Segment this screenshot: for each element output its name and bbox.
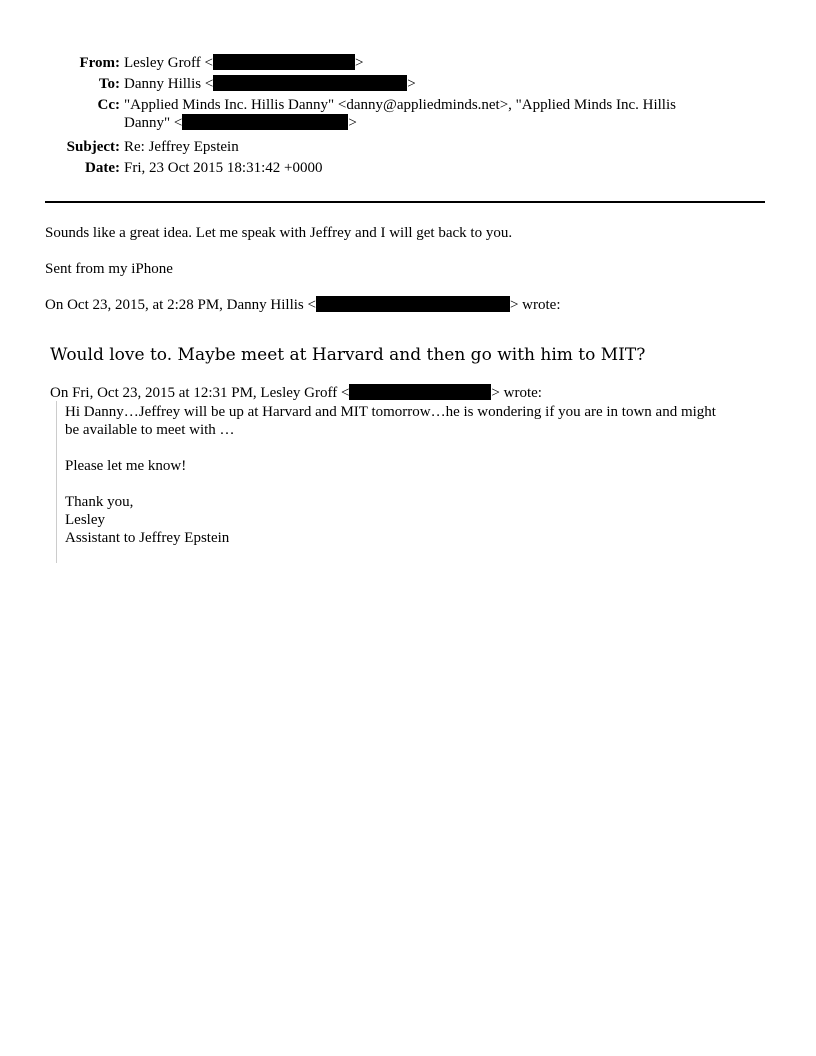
attribution-2-text: On Fri, Oct 23, 2015 at 12:31 PM, Lesley Groff < bbox=[50, 385, 350, 401]
redacted-email bbox=[349, 384, 491, 400]
body-line-1: Sounds like a great idea. Let me speak with Jeffrey and I will get back to you. bbox=[45, 225, 513, 241]
attribution-2-tail: > wrote: bbox=[491, 385, 542, 401]
redacted-email bbox=[316, 296, 510, 312]
attribution-1-text: On Oct 23, 2015, at 2:28 PM, Danny Hillis < bbox=[45, 297, 316, 313]
quote-line-5: Lesley bbox=[65, 512, 105, 528]
subject-label: Subject: bbox=[66, 139, 120, 155]
to-label: To: bbox=[98, 76, 120, 92]
attribution-2 bbox=[50, 384, 542, 402]
redacted-email bbox=[213, 54, 355, 70]
email-header bbox=[0, 54, 816, 180]
redacted-email bbox=[182, 114, 348, 130]
quote-line-6: Assistant to Jeffrey Epstein bbox=[65, 530, 230, 546]
redacted-email bbox=[213, 75, 407, 91]
cc-row bbox=[0, 96, 816, 138]
quote-line-3: Please let me know! bbox=[65, 458, 187, 474]
from-tail: > bbox=[355, 55, 364, 71]
from-value bbox=[124, 54, 724, 72]
attribution-1-tail: > wrote: bbox=[509, 297, 561, 313]
to-row bbox=[0, 75, 816, 96]
quote-line-1: Hi Danny…Jeffrey will be up at Harvard and MIT tomorrow…he is wondering if you are in town and might bbox=[65, 404, 716, 420]
to-name: Danny Hillis < bbox=[124, 76, 214, 92]
subject-row bbox=[0, 138, 816, 159]
to-tail: > bbox=[407, 76, 416, 92]
header-divider bbox=[45, 201, 765, 203]
cc-tail: > bbox=[348, 115, 357, 131]
date-row bbox=[0, 159, 816, 180]
from-label: From: bbox=[79, 55, 120, 71]
from-row bbox=[0, 54, 816, 75]
date-label: Date: bbox=[85, 160, 120, 176]
attribution-1 bbox=[45, 296, 775, 314]
body-signature: Sent from my iPhone bbox=[45, 261, 173, 277]
from-name: Lesley Groff < bbox=[124, 55, 213, 71]
quoted-reply: Would love to. Maybe meet at Harvard and then go with him to MIT? bbox=[50, 345, 646, 365]
cc-label: Cc: bbox=[97, 97, 120, 113]
cc-line-2: Danny" < bbox=[124, 115, 183, 131]
subject-value: Re: Jeffrey Epstein bbox=[124, 139, 239, 155]
quote-line-4: Thank you, bbox=[65, 494, 134, 510]
cc-line-1: "Applied Minds Inc. Hillis Danny" <danny@appliedminds.net>, "Applied Minds Inc. Hillis bbox=[124, 97, 676, 113]
to-value bbox=[124, 75, 724, 93]
date-value: Fri, 23 Oct 2015 18:31:42 +0000 bbox=[124, 160, 323, 176]
cc-value bbox=[124, 96, 724, 132]
quote-line-2: be available to meet with … bbox=[65, 422, 235, 438]
quoted-original-message bbox=[56, 401, 768, 563]
